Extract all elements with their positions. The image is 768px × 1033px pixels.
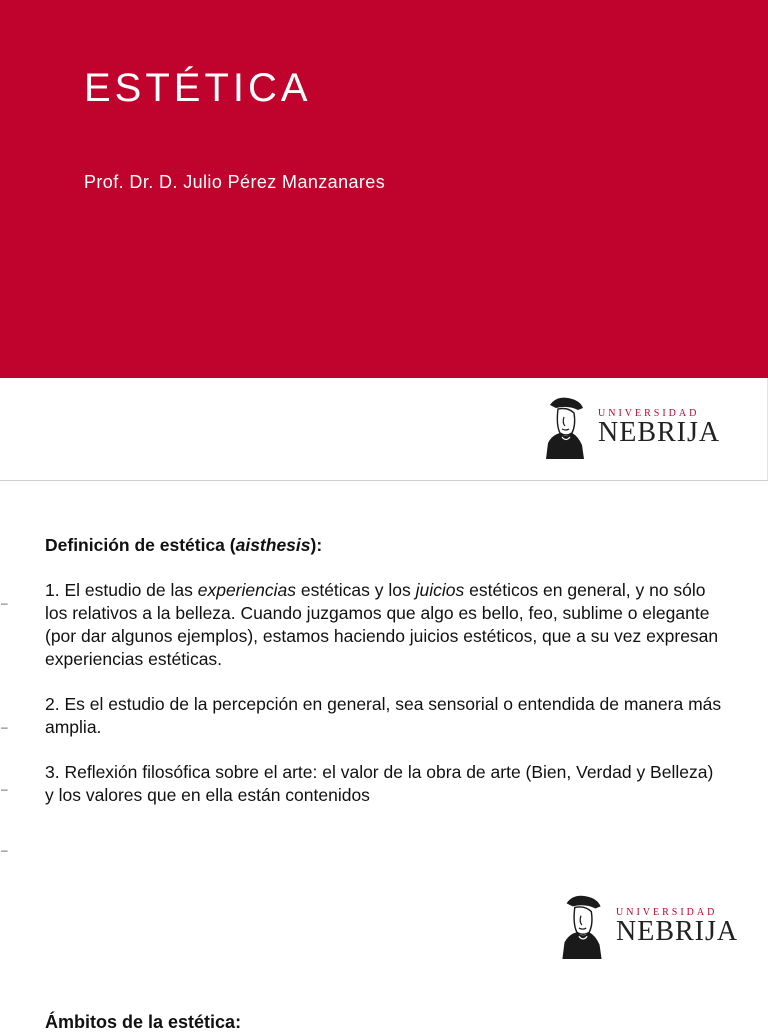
definition-heading: Definición de estética (aisthesis): (45, 535, 323, 555)
nebrija-portrait-icon (558, 893, 606, 959)
slide-title: ESTÉTICA (84, 66, 312, 110)
bullet-dash: – (1, 843, 8, 857)
definition-point-1: 1. El estudio de las experiencias estéticas y los juicios estéticos en general, y no sólo los relativos a la belleza. Cuando juzgamos que algo es bello, feo, sublime o elegante (por dar algunos ejemplos), estamos haciendo juicios estéticos, que a su vez expresan experiencias estéticas. (45, 580, 719, 669)
next-slide-heading: Ámbitos de la estética: (45, 1012, 242, 1032)
title-slide (0, 0, 768, 481)
definition-point-3: 3. Reflexión filosófica sobre el arte: el valor de la obra de arte (Bien, Verdad y Belleza) y los valores que en ella están contenidos (45, 762, 714, 805)
bullet-dash: – (1, 596, 8, 610)
logo-nebrija: NEBRIJA (598, 416, 721, 448)
logo-nebrija: NEBRIJA (616, 915, 739, 947)
nebrija-portrait-icon (542, 395, 588, 459)
logo-text (598, 408, 720, 447)
bullet-dash: – (1, 720, 8, 734)
slide-subtitle: Prof. Dr. D. Julio Pérez Manzanares (84, 172, 386, 192)
logo-text (616, 907, 738, 946)
definition-point-2: 2. Es el estudio de la percepción en general, sea sensorial o entendida de manera más amplia. (45, 694, 722, 737)
university-logo (542, 395, 720, 459)
definition-content (45, 534, 725, 829)
logo-universidad: UNIVERSIDAD (598, 407, 700, 419)
bullet-dash: – (1, 782, 8, 796)
university-logo (558, 893, 738, 959)
logo-universidad: UNIVERSIDAD (616, 906, 718, 918)
title-banner (0, 0, 768, 378)
